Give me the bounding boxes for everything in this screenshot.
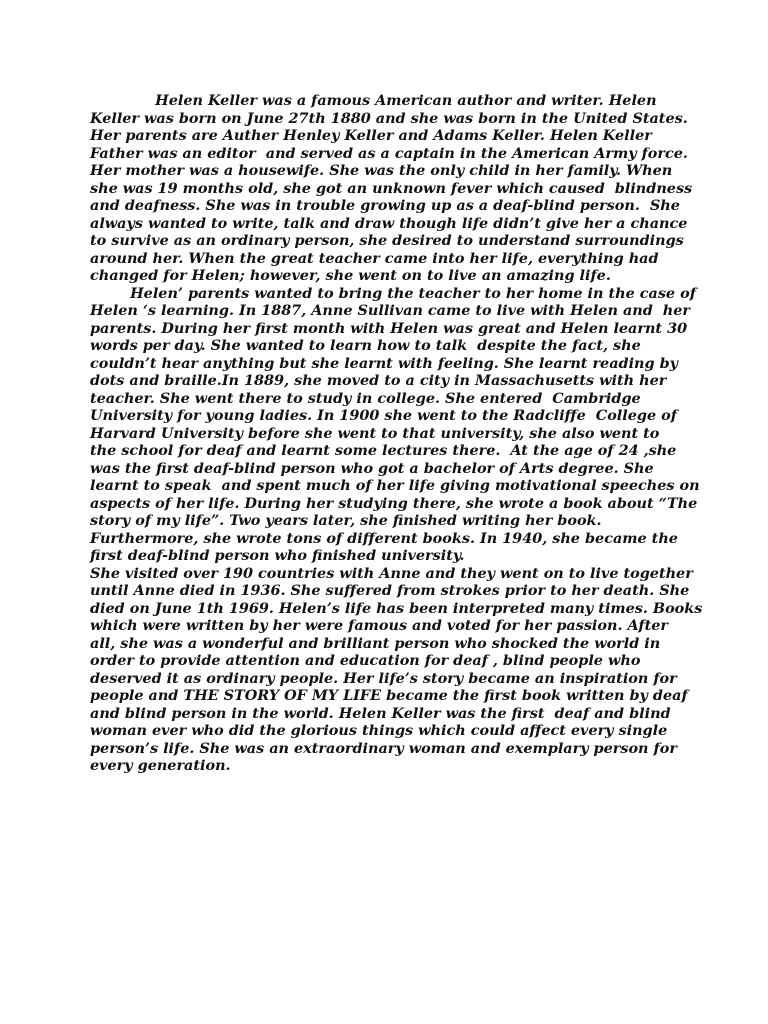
text-line: was the first deaf-blind person who got a bachelor of Arts degree. She [90, 459, 654, 477]
text-line: Furthermore, she wrote tons of different books. In 1940, she became the [90, 529, 678, 547]
text-line: Harvard University before she went to that university, she also went to [90, 424, 660, 442]
text-line: Father was an editor and served as a captain in the American Army force. [90, 144, 688, 162]
text-line: people and THE STORY OF MY LIFE became the first book written by deaf [90, 687, 688, 704]
text-line: the school for deaf and learnt some lectures there. At the age of 24 ,she [90, 442, 677, 459]
text-line: person’s life. She was an extraordinary woman and exemplary person for [90, 739, 677, 757]
text-line: and blind person in the world. Helen Keller was the first deaf and blind [90, 704, 671, 722]
text-line: which were written by her were famous and voted for her passion. After [90, 617, 668, 634]
text-line: she was 19 months old, she got an unknown fever which caused blindness [90, 179, 693, 197]
text-line: Keller was born on June 27th 1880 and she was born in the United States. [90, 109, 688, 127]
text-line: first deaf-blind person who finished university. [90, 547, 465, 564]
text-line: She visited over 190 countries with Anne and they went on to live together [90, 564, 693, 582]
text-line: died on June 1th 1969. Helen’s life has been interpreted many times. Books [90, 599, 703, 617]
text-line: and deafness. She was in trouble growing up as a deaf-blind person. She [90, 197, 680, 214]
text-line: all, she was a wonderful and brilliant person who shocked the world in [90, 634, 661, 652]
text-line: deserved it as ordinary people. Her life’s story became an inspiration for [90, 669, 677, 687]
text-line: always wanted to write, talk and draw though life didn’t give her a chance [90, 214, 688, 232]
text-line: every generation. [90, 757, 231, 774]
body-text [90, 92, 703, 775]
text-line: order to provide attention and education for deaf , blind people who [90, 652, 641, 669]
text-line: Her parents are Auther Henley Keller and Adams Keller. Helen Keller [90, 127, 652, 144]
text-line: changed for Helen; however, she went on to live an amazing life. [90, 267, 611, 284]
text-line: aspects of her life. During her studying there, she wrote a book about “The [90, 494, 698, 512]
text-line: Her mother was a housewife. She was the only child in her family. When [90, 162, 673, 179]
text-line: dots and braille.In 1889, she moved to a city in Massachusetts with her [90, 372, 667, 389]
text-line: learnt to speak and spent much of her life giving motivational speeches on [90, 477, 700, 494]
text-line: parents. During her first month with Helen was great and Helen learnt 30 [90, 319, 688, 337]
text-line: teacher. She went there to study in college. She entered Cambridge [90, 389, 641, 407]
text-line: Helen’ parents wanted to bring the teacher to her home in the case of [90, 284, 696, 302]
text-line: around her. When the great teacher came into her life, everything had [90, 249, 659, 267]
text-line: couldn’t hear anything but she learnt with feeling. She learnt reading by [90, 354, 679, 372]
text-line: Helen Keller was a famous American author and writer. Helen [90, 92, 657, 109]
text-line: story of my life”. Two years later, she finished writing her book. [90, 512, 602, 529]
text-line: University for young ladies. In 1900 she went to the Radcliffe College of [90, 407, 677, 424]
text-line: Helen ‘s learning. In 1887, Anne Sullivan came to live with Helen and her [90, 302, 691, 319]
text-line: words per day. She wanted to learn how to talk despite the fact, she [90, 337, 641, 354]
text-line: until Anne died in 1936. She suffered from strokes prior to her death. She [90, 582, 690, 599]
text-line: to survive as an ordinary person, she desired to understand surroundings [90, 232, 684, 249]
text-line: woman ever who did the glorious things which could affect every single [90, 722, 668, 739]
